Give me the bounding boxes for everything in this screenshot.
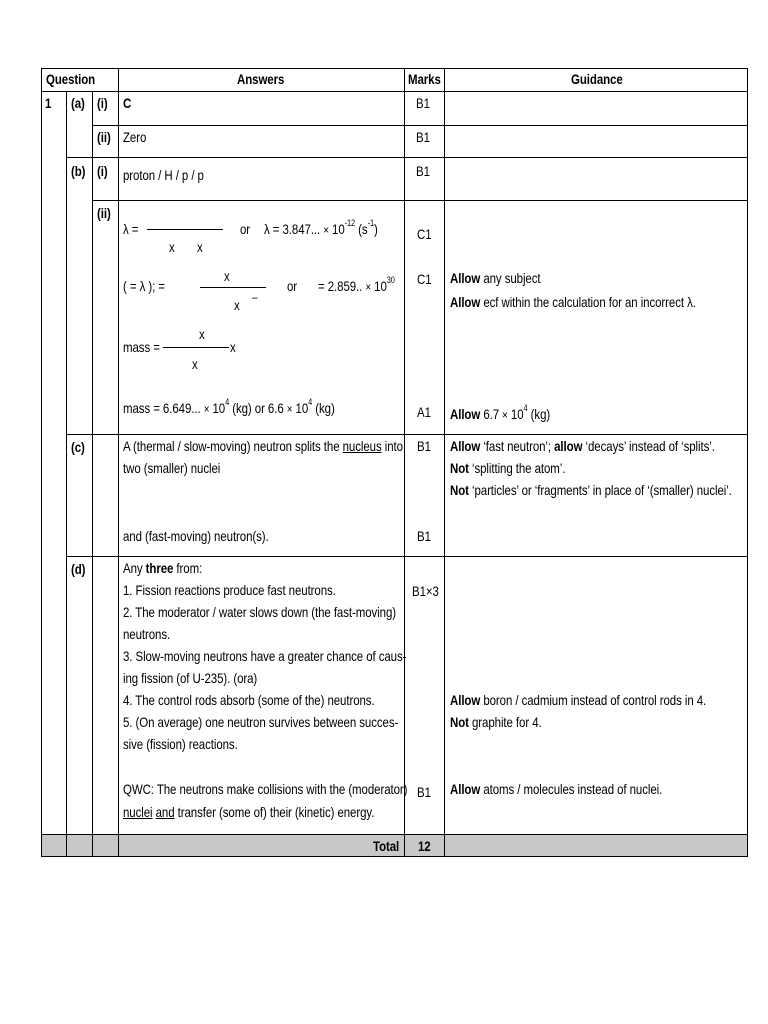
mark-a-i: B1 — [416, 95, 430, 111]
qwc-line1: QWC: The neutrons make collisions with the (moderator) — [123, 781, 408, 797]
header-answers: Answers — [237, 71, 285, 87]
question-number: 1 — [45, 95, 52, 111]
times-symbol: x — [169, 239, 175, 255]
times-symbol: x — [224, 268, 230, 284]
guidance-any-subject: Allow any subject — [450, 270, 541, 286]
header-question: Question — [46, 71, 96, 87]
or-text: or — [287, 278, 298, 294]
part-d-label: (d) — [71, 561, 86, 577]
subpart-i-label: (i) — [97, 95, 108, 111]
times-symbol: x — [192, 356, 198, 372]
list-item: neutrons. — [123, 626, 171, 642]
answer-c-line3: and (fast-moving) neutron(s). — [123, 528, 269, 544]
total-value: 12 — [418, 838, 431, 854]
guidance-d-3: Allow atoms / molecules instead of nuclei. — [450, 781, 663, 797]
header-guidance: Guidance — [571, 71, 623, 87]
ratio-expression: ( = λ ); = — [123, 278, 165, 294]
fraction-bar — [147, 229, 223, 230]
list-item: 1. Fission reactions produce fast neutrons. — [123, 582, 336, 598]
fraction-bar — [163, 347, 229, 348]
mark-a-ii: B1 — [416, 129, 430, 145]
mark-a1: A1 — [417, 404, 431, 420]
mass-final: mass = 6.649... × $10^4$ (kg) or $6.6 \times 10^4$ (kg) — [123, 397, 335, 416]
guidance-ecf: Allow ecf within the calculation for an incorrect λ. — [450, 294, 696, 310]
qwc-line2: nuclei and transfer (some of) their (kinetic) energy. — [123, 804, 375, 820]
ratio-value: = 2.859.. × $10^{30}$ — [318, 275, 395, 294]
mark-c1: C1 — [417, 271, 432, 287]
subpart-i-label: (i) — [97, 163, 108, 179]
header-marks: Marks — [408, 71, 441, 87]
guidance-c-1: Allow ‘fast neutron’; allow ‘decays’ instead of ‘splits’. — [450, 438, 715, 454]
guidance-d-2: Not graphite for 4. — [450, 714, 542, 730]
times-symbol: x — [199, 326, 205, 342]
answer-d-intro: Any three from: — [123, 560, 203, 576]
mark-b1x3: B1×3 — [412, 583, 439, 599]
mark-b1: B1 — [417, 528, 431, 544]
subpart-ii-label: (ii) — [97, 205, 111, 221]
list-item: 5. (On average) one neutron survives between succes- — [123, 714, 399, 730]
minus-sign: – — [252, 290, 258, 304]
mark-b1: B1 — [417, 784, 431, 800]
list-item: 4. The control rods absorb (some of the) neutrons. — [123, 692, 375, 708]
guidance-allow-6-7: Allow $6.7 \times 10^4$ (kg) — [450, 403, 551, 422]
list-item: sive (fission) reactions. — [123, 736, 238, 752]
times-symbol: x — [234, 297, 240, 313]
list-item: 2. The moderator / water slows down (the fast-moving) — [123, 604, 396, 620]
or-text: or — [240, 221, 251, 237]
times-symbol: x — [197, 239, 203, 255]
list-item: 3. Slow-moving neutrons have a greater chance of caus- — [123, 648, 407, 664]
part-a-label: (a) — [71, 95, 85, 111]
mass-lhs: mass = — [123, 339, 160, 355]
mark-b-i: B1 — [416, 163, 430, 179]
mark-b1: B1 — [417, 438, 431, 454]
answer-b-i: proton / H / p / p — [123, 167, 204, 183]
answer-a-ii: Zero — [123, 129, 147, 145]
guidance-d-1: Allow boron / cadmium instead of control rods in 4. — [450, 692, 707, 708]
part-c-label: (c) — [71, 439, 85, 455]
mark-c1: C1 — [417, 226, 432, 242]
answer-a-i: C — [123, 95, 132, 111]
part-b-label: (b) — [71, 163, 86, 179]
guidance-c-3: Not ‘particles’ or ‘fragments’ in place of ‘(smaller) nuclei’. — [450, 482, 732, 498]
times-symbol: x — [230, 339, 236, 355]
answer-c-line2: two (smaller) nuclei — [123, 460, 221, 476]
mark-scheme-table — [41, 68, 748, 857]
guidance-c-2: Not ‘splitting the atom’. — [450, 460, 566, 476]
subpart-ii-label: (ii) — [97, 129, 111, 145]
lambda-lhs: λ = — [123, 221, 139, 237]
lambda-value: λ = 3.847... × $10^{-12}$ $(s^{-1})$ — [264, 218, 378, 237]
answer-c-line1: A (thermal / slow-moving) neutron splits the nucleus into — [123, 438, 403, 454]
total-label: Total — [373, 838, 400, 854]
list-item: ing fission (of U-235). (ora) — [123, 670, 258, 686]
